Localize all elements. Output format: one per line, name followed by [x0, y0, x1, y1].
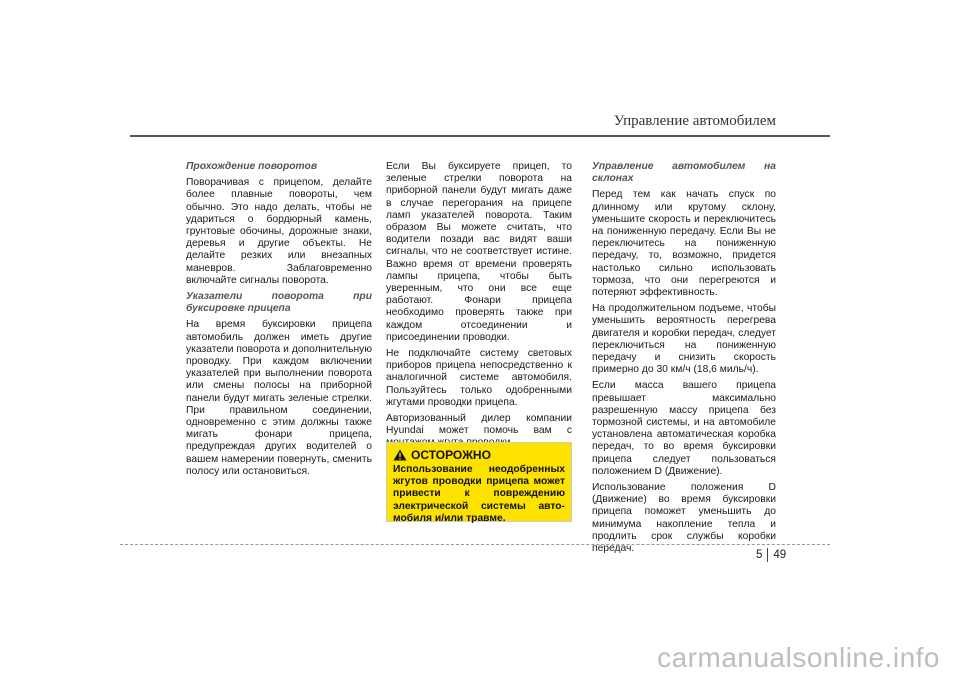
heading-turn-signals: Указатели поворота при буксировке прицепа: [186, 291, 372, 315]
paragraph-lamp-check: Если Вы буксируете прицеп, то зеленые стрелки поворота на приборной панели будут мигать даже в случае перегорания на прицепе ламп указателей поворота. Таким образом Вы можете считать, что водители позади вас видят ваши сигналы, что не соответствует истине. Важно время от времени проверять лампы прицепа, чтобы быть уверенным, что они все еще работают. Фонари прицепа необходимо проверять также при каждом отсоединении и присоединении проводки.: [386, 161, 572, 343]
heading-cornering: Прохождение поворотов: [186, 161, 318, 172]
warning-box: [386, 442, 572, 522]
header-rule: [130, 135, 830, 137]
warning-header: [387, 443, 571, 464]
paragraph-cornering: Поворачивая с прицепом, делайте более плавные повороты, чем обычно. Это надо делать, чтобы не удариться о бордюрный камень, грунтовые обочины, дорожные знаки, деревья и другие объекты. Не делайте резких или внезапных маневров. Заблаговременно включайте сигналы поворота.: [186, 177, 372, 286]
warning-title: ОСТОРОЖНО: [411, 448, 491, 462]
page-number-separator: [767, 548, 768, 562]
chapter-number: 5: [756, 549, 763, 561]
watermark: carmanualsonline.info: [657, 642, 940, 673]
column-2: [386, 161, 572, 454]
page-number: [756, 548, 786, 562]
warning-triangle-icon: [393, 449, 407, 461]
paragraph-turn-signals: На время буксировки прицепа автомобиль должен иметь другие указатели поворота и дополнительную проводку. При каждом включении указателей при выполнении поворота или смены полосы на приборной панели будут мигать зеленые стрелки. При правильном соединении, одновременно с этим должны также мигать фонари прицепа, предупреждая других водителей о вашем намерении повернуть, сменить полосу или остановиться.: [186, 319, 372, 477]
column-3: [592, 161, 776, 559]
paragraph-uphill: На продолжительном подъеме, чтобы уменьшить вероятность перегрева двигателя и коробки передач, следует переключиться на пониженную передачу и снизить скорость примерно до 30 км/ч (18,6 миль/ч).: [592, 303, 776, 376]
paragraph-dealer: Авторизованный дилер компании Hyundai может помочь вам с: [386, 413, 572, 437]
paragraph-wiring: Не подключайте систему световых приборов прицепа непосредственно к аналогичной системе автомобиля. Пользуйтесь только одобренными жгутами проводки прицепа.: [386, 348, 572, 408]
warning-text: Использование неодобренных жгутов проводки прицепа может привести к повреждению электрической системы авто-мобиля и/или травме.: [393, 464, 565, 524]
paragraph-drive-position: Использование положения D (Движение) во время буксировки прицепа поможет уменьшить до минимума накопление тепла и продлить срок службы коробки передач.: [592, 482, 776, 555]
paragraph-downhill: Перед тем как начать спуск по длинному или крутому склону, уменьшите скорость и переключитесь на пониженную передачу. Если Вы не переключитесь на пониженную передачу, то, возможно, придется настолько сильно использовать тормоза, что они перегреются и потеряют эффективность.: [592, 189, 776, 299]
page-number-value: 49: [773, 549, 787, 561]
section-title: Управление автомобилем: [613, 113, 776, 129]
footer-rule: [120, 544, 830, 545]
column-1: [186, 161, 372, 482]
paragraph-mass: Если масса вашего прицепа превышает максимально разрешенную массу прицепа без тормозной системы, и на автомобиле установлена автоматическая коробка передач, то во время буксировки прицепа следует пользоваться положением D (Движение).: [592, 380, 776, 477]
heading-slopes: Управление автомобилем на склонах: [592, 161, 776, 185]
